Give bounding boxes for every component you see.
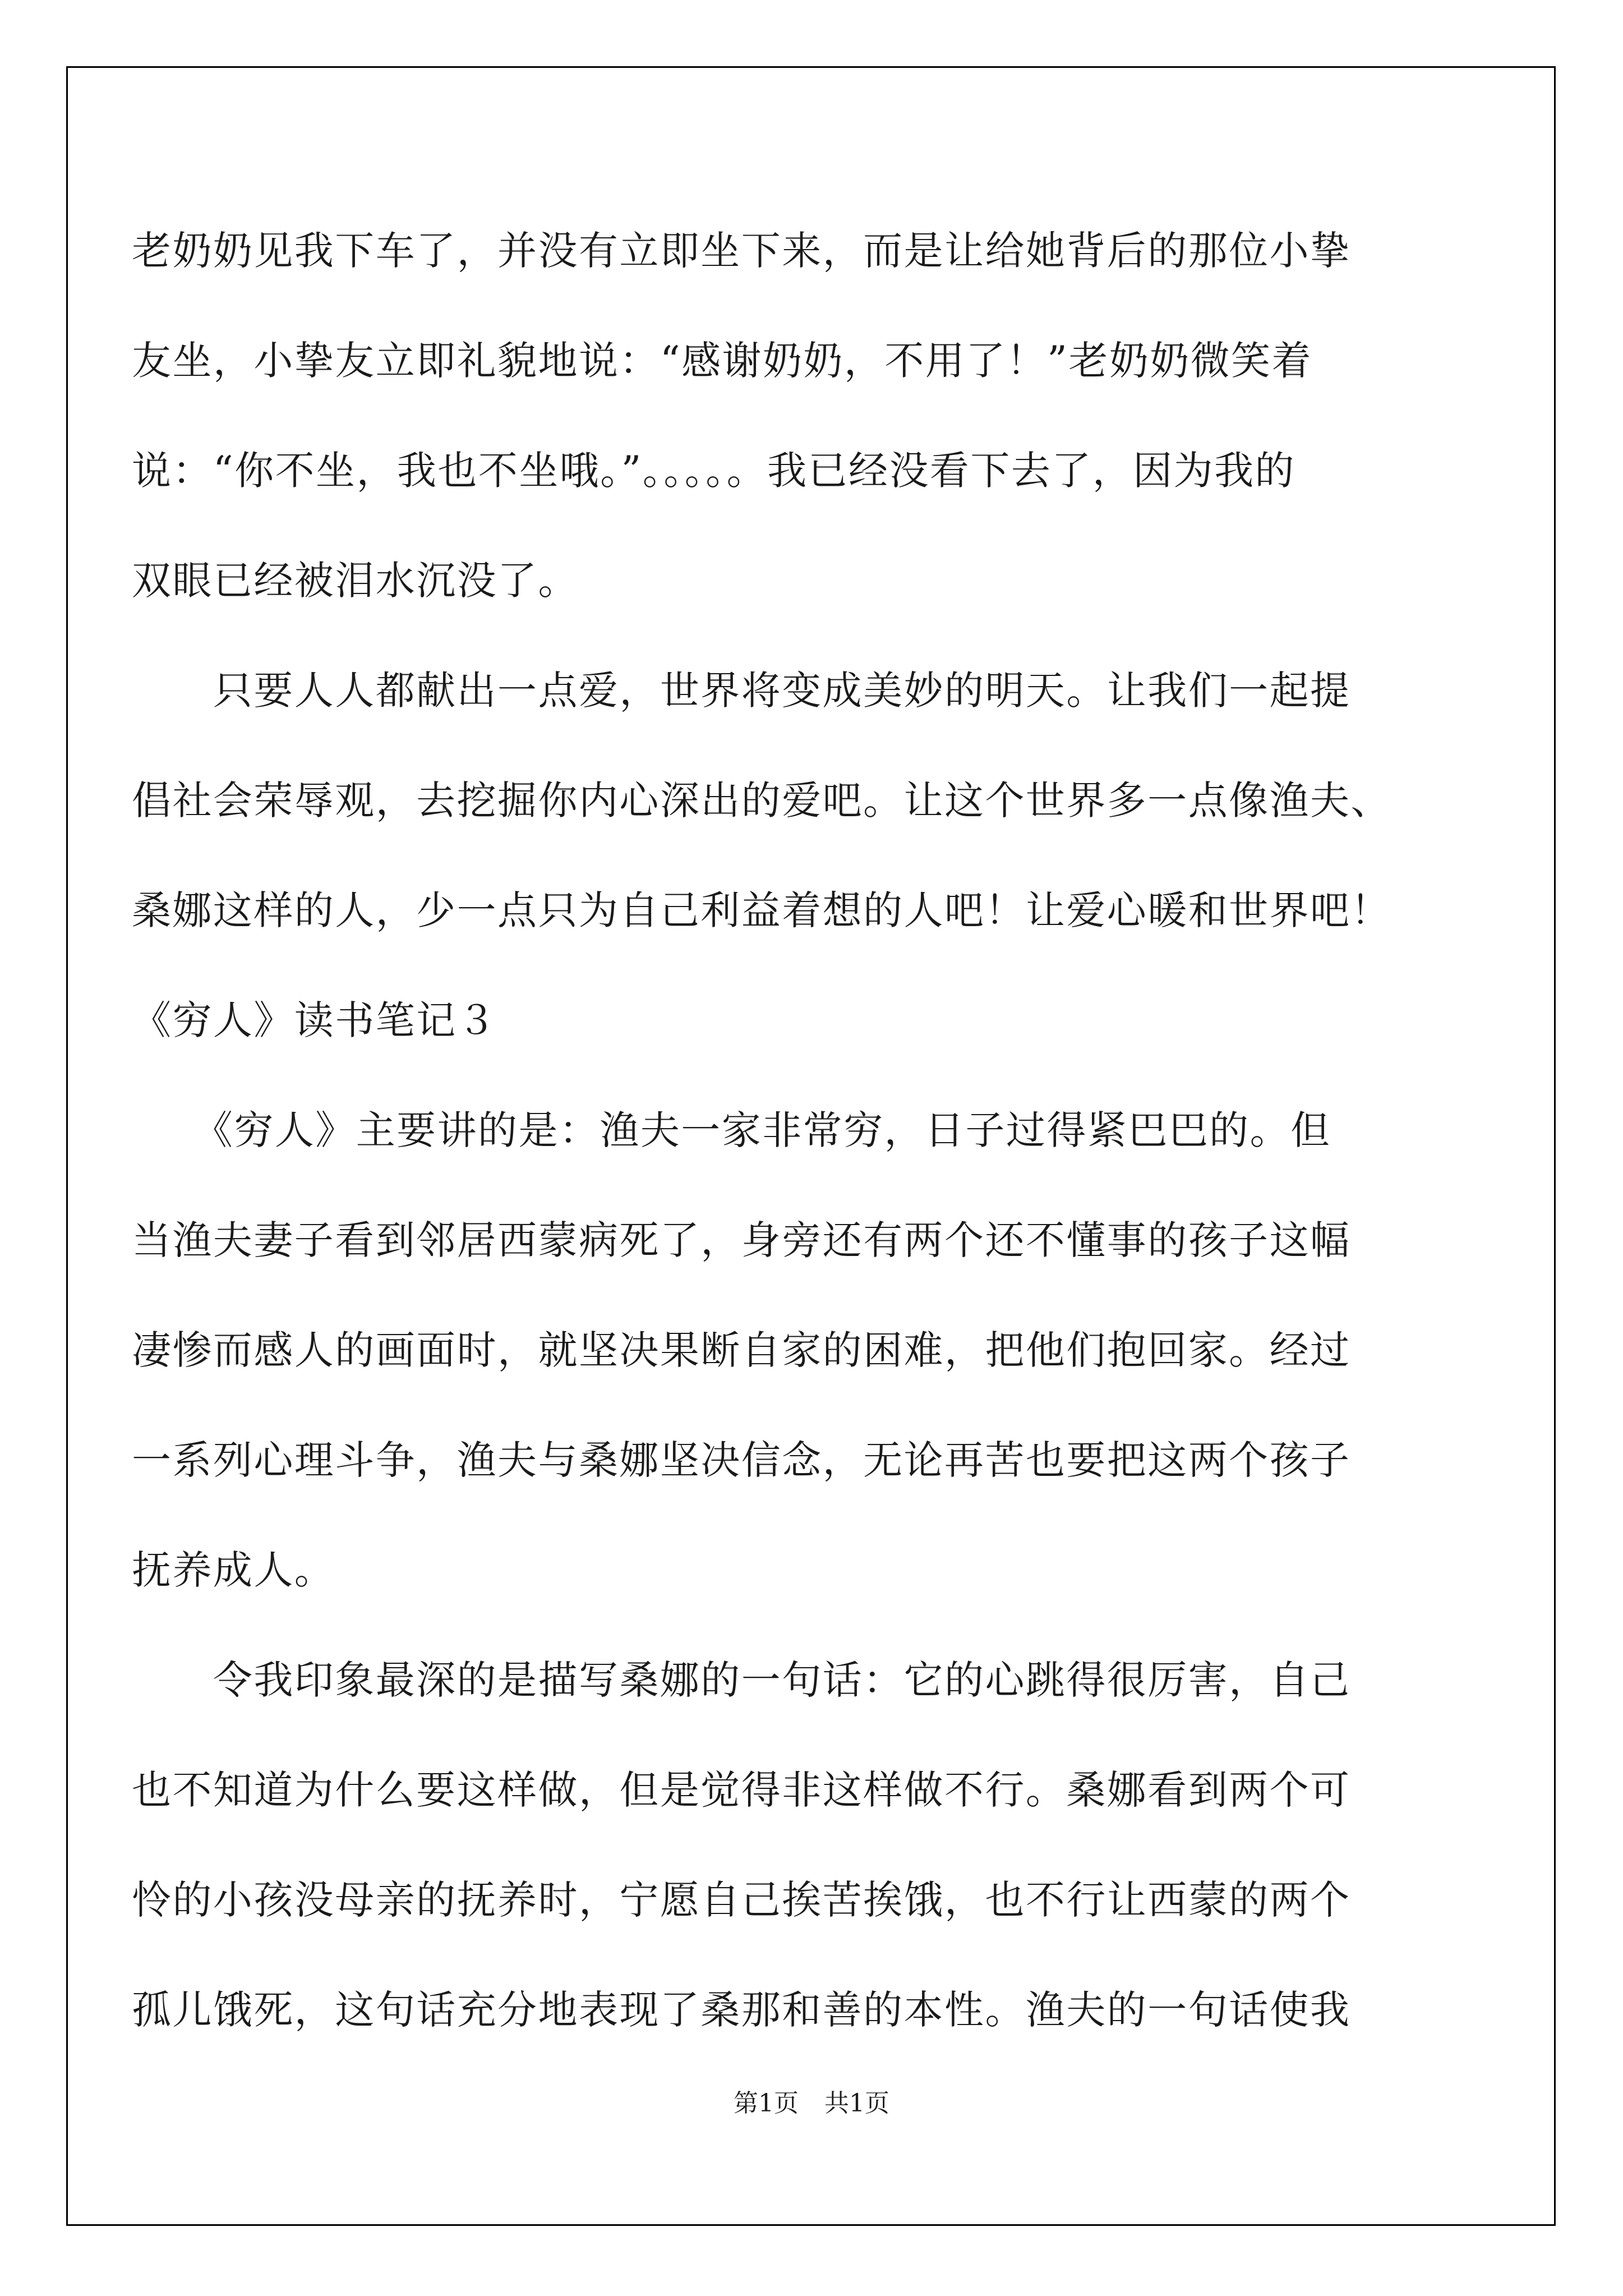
text-line: 只要人人都献出一点爱，世界将变成美妙的明天。让我们一起提 xyxy=(132,668,1351,714)
text-line: 友坐，小挚友立即礼貌地说：“感谢奶奶，不用了！”老奶奶微笑着 xyxy=(132,338,1313,384)
text-line: 倡社会荣辱观，去挖掘你内心深出的爱吧。让这个世界多一点像渔夫、 xyxy=(132,777,1391,823)
text-line: 桑娜这样的人，少一点只为自己利益着想的人吧！让爱心暖和世界吧！ xyxy=(132,887,1391,933)
text-line: 当渔夫妻子看到邻居西蒙病死了，身旁还有两个还不懂事的孩子这幅 xyxy=(132,1217,1351,1263)
text-line: 也不知道为什么要这样做，但是觉得非这样做不行。桑娜看到两个可 xyxy=(132,1767,1351,1813)
page-number-total: 共1页 xyxy=(824,2089,889,2118)
text-line: 孤儿饿死，这句话充分地表现了桑那和善的本性。渔夫的一句话使我 xyxy=(132,1987,1351,2033)
text-line: 抚养成人。 xyxy=(132,1547,335,1593)
text-line: 一系列心理斗争，渔夫与桑娜坚决信念，无论再苦也要把这两个孩子 xyxy=(132,1437,1351,1483)
page-footer xyxy=(0,2087,1623,2120)
text-line: 凄惨而感人的画面时，就坚决果断自家的困难，把他们抱回家。经过 xyxy=(132,1327,1351,1373)
text-line: 说：“你不坐，我也不坐哦。”。。。。。我已经没看下去了，因为我的 xyxy=(132,448,1295,494)
text-line: 怜的小孩没母亲的抚养时，宁愿自己挨苦挨饿，也不行让西蒙的两个 xyxy=(132,1877,1351,1923)
text-line: 双眼已经被泪水沉没了。 xyxy=(132,558,579,604)
text-line: 令我印象最深的是描写桑娜的一句话：它的心跳得很厉害，自己 xyxy=(132,1657,1351,1703)
page-number-current: 第1页 xyxy=(734,2089,799,2118)
text-line: 老奶奶见我下车了，并没有立即坐下来，而是让给她背后的那位小挚 xyxy=(132,228,1351,274)
section-heading: 《穷人》读书笔记３ xyxy=(132,997,498,1043)
text-line: 《穷人》主要讲的是：渔夫一家非常穷，日子过得紧巴巴的。但 xyxy=(132,1107,1331,1153)
